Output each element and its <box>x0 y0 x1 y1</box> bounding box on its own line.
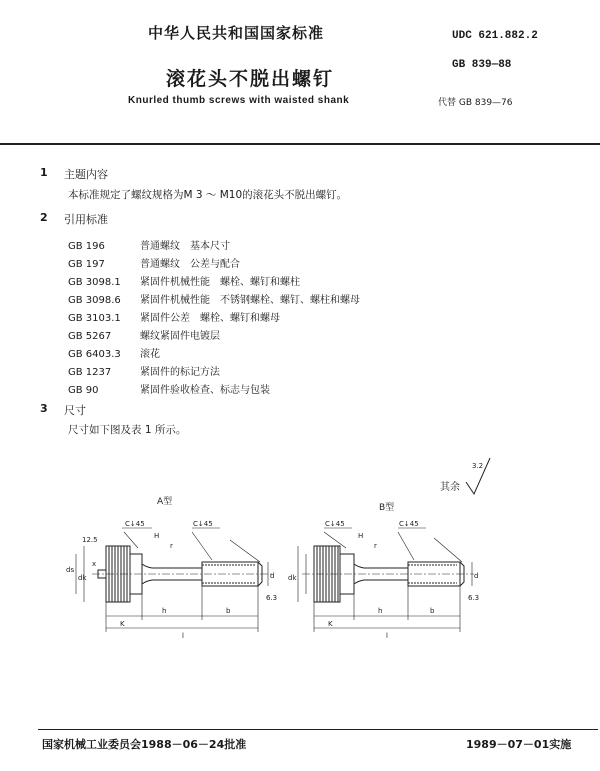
thread-diameter-label-b: d <box>474 572 479 580</box>
type-a-view <box>76 528 275 632</box>
radius-label: r <box>170 542 173 550</box>
head-diameter-label-b: dk <box>288 574 297 582</box>
udc-number: UDC 621.882.2 <box>452 30 538 42</box>
reference-code: GB 1237 <box>68 367 112 378</box>
roughness-mark-b: 6.3 <box>468 594 480 602</box>
reference-title: 紧固件验收检查、标志与包装 <box>140 385 270 396</box>
reference-code: GB 3098.1 <box>68 277 121 288</box>
issuing-org-heading: 中华人民共和国国家标准 <box>148 24 325 42</box>
reference-title: 紧固件的标记方法 <box>140 367 220 378</box>
waist-length-label-b: h <box>378 607 383 615</box>
effective-date: 1989－07－01实施 <box>466 738 572 751</box>
section-3-number: 3 <box>40 402 48 415</box>
reference-item <box>68 273 300 288</box>
reference-item <box>68 309 280 324</box>
roughness-mark-a2: 6.3 <box>266 594 278 602</box>
reference-code: GB 3103.1 <box>68 313 121 324</box>
length-label-b: l <box>386 632 388 640</box>
reference-title: 紧固件机械性能 螺栓、螺钉和螺柱 <box>140 277 300 288</box>
reference-item <box>68 237 230 252</box>
replaces-note: 代替 GB 839—76 <box>438 98 513 108</box>
reference-title: 滚花 <box>140 349 160 360</box>
screw-drawing <box>62 452 522 642</box>
roughness-mark-a: 12.5 <box>82 536 98 544</box>
section-1-number: 1 <box>40 166 48 179</box>
approval-date: 国家机械工业委员会1988－06－24批准 <box>42 738 247 751</box>
head-height-label: H <box>154 532 160 540</box>
reference-item <box>68 255 240 270</box>
roughness-symbol <box>466 458 490 494</box>
reference-item <box>68 327 220 342</box>
reference-item <box>68 363 220 378</box>
title-english: Knurled thumb screws with waisted shank <box>128 95 350 106</box>
reference-title: 螺纹紧固件电镀层 <box>140 331 220 342</box>
head-length-label: K <box>120 620 125 628</box>
reference-title: 紧固件机械性能 不锈钢螺栓、螺钉、螺柱和螺母 <box>140 295 360 306</box>
length-label: l <box>182 632 184 640</box>
pin-label: x <box>92 560 97 568</box>
section-2-title: 引用标准 <box>64 213 108 226</box>
reference-code: GB 90 <box>68 385 99 396</box>
section-1-title: 主题内容 <box>64 168 108 181</box>
standard-number: GB 839—88 <box>452 59 512 71</box>
thread-length-label: b <box>226 607 231 615</box>
header-divider <box>0 143 600 145</box>
roughness-note: 其余 <box>440 482 460 493</box>
reference-code: GB 5267 <box>68 331 112 342</box>
chamfer-label-a1: C↓45 <box>125 520 145 528</box>
type-b-label: B型 <box>379 503 395 513</box>
thread-length-label-b: b <box>430 607 435 615</box>
title-chinese: 滚花头不脱出螺钉 <box>166 68 335 90</box>
reference-title: 紧固件公差 螺栓、螺钉和螺母 <box>140 313 280 324</box>
chamfer-label-a2: C↓45 <box>193 520 213 528</box>
chamfer-label-b1: C↓45 <box>325 520 345 528</box>
waist-length-label: h <box>162 607 167 615</box>
reference-item <box>68 381 270 396</box>
section-3-title: 尺寸 <box>64 404 86 417</box>
head-diameter-label: dk <box>78 574 87 582</box>
head-height-label-b: H <box>358 532 364 540</box>
reference-title: 普通螺纹 公差与配合 <box>140 259 240 270</box>
reference-item <box>68 345 160 360</box>
footer-divider <box>38 729 598 730</box>
reference-item <box>68 291 360 306</box>
reference-code: GB 6403.3 <box>68 349 121 360</box>
radius-label-b: r <box>374 542 377 550</box>
section-2-number: 2 <box>40 211 48 224</box>
roughness-value: 3.2 <box>472 462 484 470</box>
section-3-body: 尺寸如下图及表 1 所示。 <box>68 424 187 436</box>
shank-diameter-label: ds <box>66 566 75 574</box>
reference-code: GB 196 <box>68 241 105 252</box>
reference-code: GB 3098.6 <box>68 295 121 306</box>
type-b-view <box>298 528 474 632</box>
type-a-label: A型 <box>157 497 173 507</box>
section-1-body: 本标准规定了螺纹规格为M 3 ～ M10的滚花头不脱出螺钉。 <box>68 189 348 201</box>
reference-code: GB 197 <box>68 259 105 270</box>
thread-diameter-label: d <box>270 572 275 580</box>
head-length-label-b: K <box>328 620 333 628</box>
reference-title: 普通螺纹 基本尺寸 <box>140 241 230 252</box>
chamfer-label-b2: C↓45 <box>399 520 419 528</box>
